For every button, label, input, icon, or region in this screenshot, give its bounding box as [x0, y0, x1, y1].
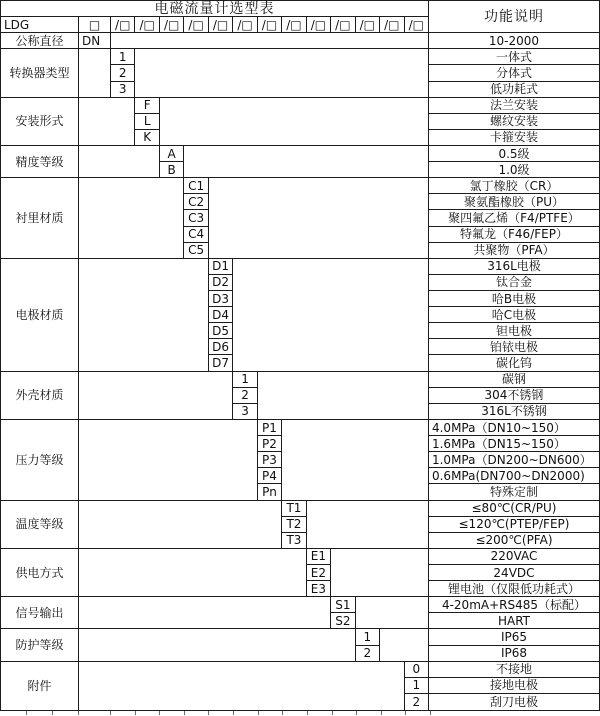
- desc-cell: 钽电极: [429, 323, 599, 339]
- code-cell: A: [160, 146, 184, 162]
- desc-cell: 聚氨酯橡胶（PU）: [429, 194, 599, 210]
- desc-cell: 氯丁橡胶（CR）: [429, 178, 599, 194]
- desc-cell: 特殊定制: [429, 484, 599, 500]
- code-cell: T3: [282, 533, 306, 549]
- code-cell: K: [135, 130, 159, 146]
- desc-cell: 卡箍安装: [429, 130, 599, 146]
- grid-tick: [430, 711, 431, 715]
- code-cell: D4: [209, 307, 233, 323]
- grid-tick: [282, 711, 283, 715]
- grid-tick: [307, 711, 308, 715]
- code-cell: 2: [233, 388, 257, 404]
- desc-cell: 24VDC: [429, 565, 599, 581]
- right-gap-cell: [233, 259, 429, 372]
- desc-cell: 刮刀电极: [489, 694, 538, 709]
- desc-cell: 分体式: [429, 65, 599, 81]
- desc-cell: 钛合金: [429, 275, 599, 291]
- desc-cell: 4.0MPa（DN10~150）: [429, 420, 599, 436]
- section-label: 信号输出: [1, 597, 79, 629]
- code-cell: D5: [209, 323, 233, 339]
- table-title: 电磁流量计选型表: [1, 1, 429, 17]
- grid-tick: [159, 711, 160, 715]
- right-gap-cell: [209, 178, 429, 259]
- desc-cell: 316L电极: [429, 259, 599, 275]
- grid-tick: [233, 711, 234, 715]
- desc-cell: 碳钢: [429, 372, 599, 388]
- code-cell: D2: [209, 275, 233, 291]
- grid-tick: [26, 711, 27, 715]
- code-cell: C5: [184, 243, 208, 259]
- right-gap-cell: [307, 501, 429, 549]
- code-cell: DN: [79, 33, 111, 49]
- code-cell: C2: [184, 194, 208, 210]
- code-cell: 3: [111, 82, 135, 98]
- grid-tick: [78, 711, 79, 715]
- model-slot-cell: /□: [209, 17, 233, 33]
- model-slot-cell: /□: [184, 17, 208, 33]
- code-cell: D3: [209, 291, 233, 307]
- model-box-cell: □: [79, 17, 111, 33]
- code-cell: S2: [331, 613, 355, 629]
- grid-tick: [52, 711, 53, 715]
- grid-tick: [184, 711, 185, 715]
- left-gap-cell: [79, 49, 111, 97]
- desc-cell: 哈B电极: [429, 291, 599, 307]
- grid-tick: [208, 711, 209, 715]
- model-slot-cell: /□: [307, 17, 331, 33]
- code-cell: D7: [209, 355, 233, 371]
- model-prefix: LDG: [1, 17, 79, 33]
- desc-cell: 法兰安装: [429, 98, 599, 114]
- desc-cell: 低功耗式: [429, 82, 599, 98]
- right-gap-cell: [282, 420, 429, 501]
- desc-cell: IP68: [429, 646, 599, 662]
- desc-cell: 0.5级: [429, 146, 599, 162]
- right-gap-cell: [356, 597, 429, 629]
- code-cell: Pn: [258, 484, 282, 500]
- desc-cell: 10-2000: [429, 33, 599, 49]
- section-label: 精度等级: [1, 146, 79, 178]
- model-slot-cell: /□: [233, 17, 257, 33]
- desc-cell: 共聚物（PFA）: [429, 243, 599, 259]
- desc-cell: ≤120℃(PTEP/FEP): [429, 517, 599, 533]
- section-label: 温度等级: [1, 501, 79, 549]
- left-gap-cell: [79, 501, 282, 549]
- left-gap-cell: [79, 549, 307, 597]
- right-gap-cell: [111, 33, 429, 49]
- grid-tick: [356, 711, 357, 715]
- code-cell: 1: [111, 49, 135, 65]
- code-cell: T2: [282, 517, 306, 533]
- code-cell: E3: [307, 581, 331, 597]
- code-cell: 2: [111, 65, 135, 81]
- section-label: 衬里材质: [1, 178, 79, 259]
- left-gap-cell: [79, 597, 331, 629]
- section-label: 附件: [1, 662, 79, 710]
- left-gap-cell: [79, 629, 356, 661]
- code-cell: 2: [405, 694, 429, 710]
- code-cell: 1: [356, 629, 380, 645]
- code-cell: E1: [307, 549, 331, 565]
- grid-tick: [258, 711, 259, 715]
- left-gap-cell: [79, 420, 258, 501]
- desc-cell: 304不锈钢: [429, 388, 599, 404]
- desc-cell: IP65: [429, 629, 599, 645]
- desc-cell: ≤80℃(CR/PU): [429, 501, 599, 517]
- code-cell: D6: [209, 339, 233, 355]
- grid-tick: [135, 711, 136, 715]
- right-gap-cell: [135, 49, 429, 97]
- desc-cell: 1.6MPa（DN15~150）: [429, 436, 599, 452]
- grid-tick: [405, 711, 406, 715]
- desc-cell: 铂铱电极: [429, 339, 599, 355]
- desc-cell: 接地电极: [429, 678, 599, 694]
- grid-tick: [332, 711, 333, 715]
- model-slot-cell: /□: [380, 17, 404, 33]
- code-cell: 2: [356, 646, 380, 662]
- section-label: 安装形式: [1, 98, 79, 146]
- desc-cell: 1.0MPa（DN200~DN600）: [429, 452, 599, 468]
- desc-cell: HART: [429, 613, 599, 629]
- bottom-grid-ticks: [0, 711, 600, 716]
- code-cell: C1: [184, 178, 208, 194]
- code-cell: P2: [258, 436, 282, 452]
- section-label: 防护等级: [1, 629, 79, 661]
- code-cell: F: [135, 98, 159, 114]
- section-label: 供电方式: [1, 549, 79, 597]
- model-slot-cell: /□: [331, 17, 355, 33]
- desc-cell: 一体式: [429, 49, 599, 65]
- code-cell: B: [160, 162, 184, 178]
- code-cell: P3: [258, 452, 282, 468]
- grid-tick: [381, 711, 382, 715]
- desc-cell: 不接地: [429, 662, 599, 678]
- section-label: 电极材质: [1, 259, 79, 372]
- desc-cell: 1.0级: [429, 162, 599, 178]
- model-slot-cell: /□: [282, 17, 306, 33]
- desc-cell: 0.6MPa(DN700~DN2000): [429, 468, 599, 484]
- left-gap-cell: [79, 146, 160, 178]
- model-slot-cell: /□: [135, 17, 159, 33]
- code-cell: E2: [307, 565, 331, 581]
- code-cell: 0: [405, 662, 429, 678]
- desc-cell: 聚四氟乙烯（F4/PTFE）: [429, 210, 599, 226]
- grid-tick: [110, 711, 111, 715]
- left-gap-cell: [79, 178, 184, 259]
- model-slot-cell: /□: [258, 17, 282, 33]
- model-slot-cell: /□: [111, 17, 135, 33]
- section-label: 公称直径: [1, 33, 79, 49]
- desc-cell: 螺纹安装: [429, 114, 599, 130]
- desc-cell: 4-20mA+RS485（标配）: [429, 597, 599, 613]
- code-cell: C3: [184, 210, 208, 226]
- left-gap-cell: [79, 372, 233, 420]
- right-gap-cell: [160, 98, 429, 146]
- code-cell: 1: [233, 372, 257, 388]
- code-cell: L: [135, 114, 159, 130]
- desc-cell: 哈C电极: [429, 307, 599, 323]
- code-cell: S1: [331, 597, 355, 613]
- left-gap-cell: [79, 98, 135, 146]
- section-label: 转换器类型: [1, 49, 79, 97]
- left-gap-cell: [79, 662, 405, 710]
- model-slot-cell: /□: [405, 17, 429, 33]
- right-gap-cell: [258, 372, 429, 420]
- code-cell: P1: [258, 420, 282, 436]
- left-gap-cell: [79, 259, 209, 372]
- desc-cell: ≤200℃(PFA): [429, 533, 599, 549]
- section-label: 外壳材质: [1, 372, 79, 420]
- code-cell: D1: [209, 259, 233, 275]
- model-slot-cell: /□: [160, 17, 184, 33]
- section-label: 压力等级: [1, 420, 79, 501]
- code-cell: P4: [258, 468, 282, 484]
- right-gap-cell: [184, 146, 429, 178]
- desc-cell: 锂电池（仅限低功耗式）: [429, 581, 599, 597]
- right-gap-cell: [331, 549, 429, 597]
- right-gap-cell: [380, 629, 429, 661]
- code-cell: T1: [282, 501, 306, 517]
- desc-cell: 220VAC: [429, 549, 599, 565]
- desc-header: 功能说明: [429, 1, 599, 33]
- model-slot-cell: /□: [356, 17, 380, 33]
- code-cell: 3: [233, 404, 257, 420]
- code-cell: 1: [405, 678, 429, 694]
- desc-cell: 特氟龙（F46/FEP）: [429, 227, 599, 243]
- desc-cell: 316L不锈钢: [429, 404, 599, 420]
- desc-cell: 碳化钨: [429, 355, 599, 371]
- code-cell: C4: [184, 227, 208, 243]
